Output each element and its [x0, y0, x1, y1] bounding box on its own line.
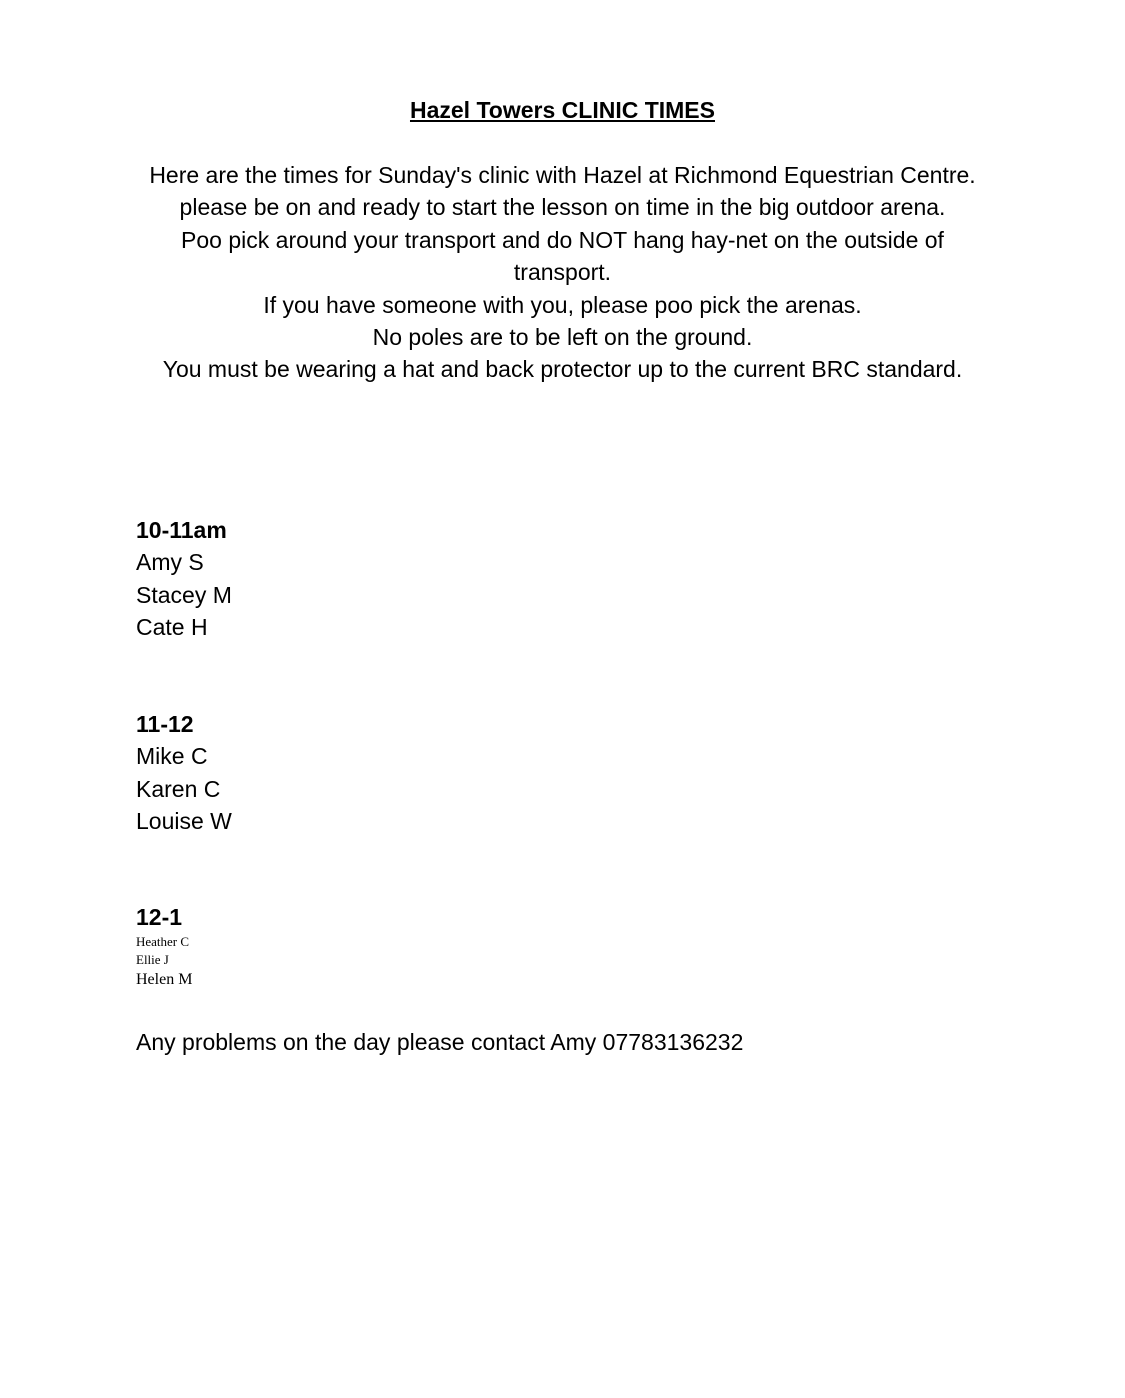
intro-line: Poo pick around your transport and do NOT hang hay-net on the outside of transport.: [181, 226, 944, 286]
rider-name: Karen C: [136, 775, 221, 802]
rider-name: Cate H: [136, 614, 208, 641]
intro-line: please be on and ready to start the lesson on time in the big outdoor arena.: [179, 194, 946, 221]
intro-line: Here are the times for Sunday's clinic with Hazel at Richmond Equestrian Centre.: [149, 162, 976, 188]
rider-name: Stacey M: [136, 581, 232, 608]
slot-time: 10-11am: [136, 517, 227, 543]
slot-time: 11-12: [136, 711, 194, 737]
time-slot-11-12: [136, 708, 232, 838]
intro-line: You must be wearing a hat and back protector up to the current BRC standard.: [162, 356, 963, 383]
rider-name: Mike C: [136, 743, 208, 770]
contact-line: Any problems on the day please contact Amy 07783136232: [136, 1029, 744, 1055]
time-slot-10-11am: [136, 514, 232, 644]
intro-line: If you have someone with you, please poo pick the arenas.: [263, 291, 862, 318]
slot-time: 12-1: [136, 904, 183, 930]
document-title: Hazel Towers CLINIC TIMES: [409, 97, 715, 123]
intro-line: No poles are to be left on the ground.: [372, 324, 753, 351]
rider-name: Amy S: [136, 549, 204, 576]
rider-name: Ellie J: [136, 952, 169, 968]
intro-text: [130, 159, 995, 386]
rider-name: Helen M: [136, 971, 193, 989]
rider-name: Louise W: [136, 808, 232, 835]
rider-name: Heather C: [136, 934, 190, 950]
time-slot-12-1: [136, 901, 192, 991]
